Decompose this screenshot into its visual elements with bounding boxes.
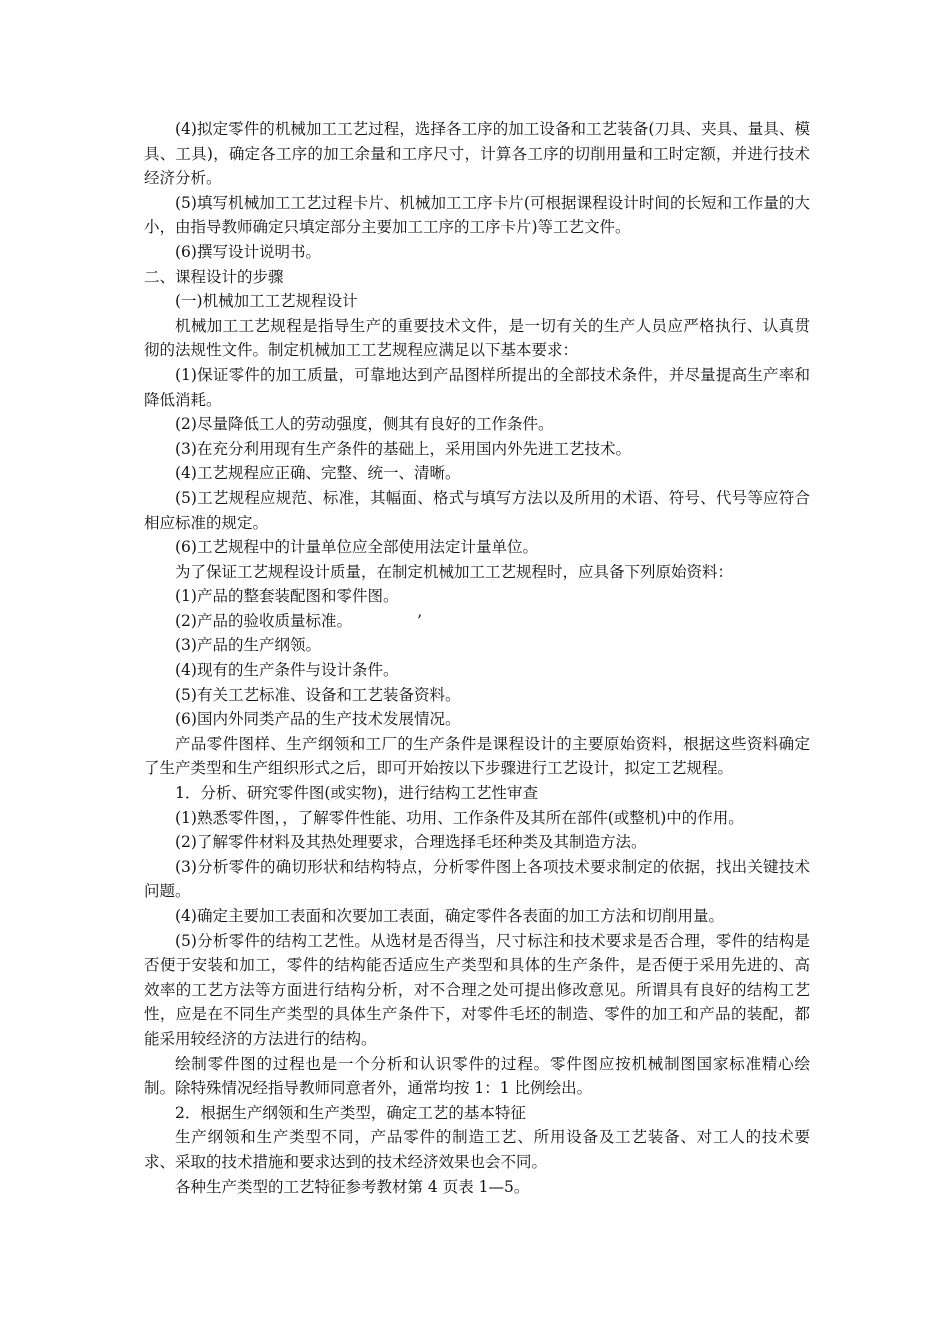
paragraph-reference: 各种生产类型的工艺特征参考教材第 4 页表 1—5。 (175, 1177, 530, 1196)
requirement-3: (3)在充分利用现有生产条件的基础上，采用国内外先进工艺技术。 (175, 439, 631, 458)
paragraph-task-4: (4)拟定零件的机械加工工艺过程，选择各工序的加工设备和工艺装备(刀具、夹具、量具、模具、工具)，确定各工序的加工余量和工序尺寸，计算各工序的切削用量和工时定额，并进行技术经济分析。 (144, 120, 810, 188)
step-1-item-3: (3)分析零件的确切形状和结构特点，分析零件图上各项技术要求制定的依据，找出关键技术问题。 (144, 857, 810, 901)
paragraph-process-intro: 产品零件图样、生产纲领和工厂的生产条件是课程设计的主要原始资料，根据这些资料确定了生产类型和生产组织形式之后，即可开始按以下步骤进行工艺设计，拟定工艺规程。 (144, 734, 810, 778)
subsection-heading: (一)机械加工工艺规程设计 (175, 292, 358, 311)
step-1-heading: 1．分析、研究零件图(或实物)，进行结构工艺性审查 (175, 784, 538, 803)
step-1-item-5: (5)分析零件的结构工艺性。从选材是否得当，尺寸标注和技术要求是否合理，零件的结构是否便于安装和加工，零件的结构能否适应生产类型和具体的生产条件，是否便于采用先进的、高效率的工艺方法等方面进行结构分析，对不合理之处可提出修改意见。所谓具有良好的结构工艺性，应是在不同生产类型的具体生产条件下，对零件毛坯的制造、零件的加工和产品的装配，都能采用较经济的方法进行的结构。 (144, 931, 810, 1048)
paragraph-intro: 机械加工工艺规程是指导生产的重要技术文件，是一切有关的生产人员应严格执行、认真贯彻的法规性文件。制定机械加工工艺规程应满足以下基本要求： (144, 316, 810, 360)
requirement-6: (6)工艺规程中的计量单位应全部使用法定计量单位。 (175, 538, 538, 557)
paragraph-task-6: (6)撰写设计说明书。 (175, 242, 321, 261)
paragraph-materials-intro: 为了保证工艺规程设计质量，在制定机械加工工艺规程时，应具备下列原始资料： (175, 562, 734, 581)
requirement-5: (5)工艺规程应规范、标准，其幅面、格式与填写方法以及所用的术语、符号、代号等应符合相应标准的规定。 (144, 488, 810, 532)
material-6: (6)国内外同类产品的生产技术发展情况。 (175, 710, 461, 729)
requirement-1: (1)保证零件的加工质量，可靠地达到产品图样所提出的全部技术条件，并尽量提高生产率和降低消耗。 (144, 365, 810, 409)
document-body (144, 117, 810, 1199)
material-5: (5)有关工艺标准、设备和工艺装备资料。 (175, 685, 461, 704)
step-1-item-1: (1)熟悉零件图，，了解零件性能、功用、工作条件及其所在部件(或整机)中的作用。 (175, 808, 744, 827)
paragraph-task-5: (5)填写机械加工工艺过程卡片、机械加工工序卡片(可根据课程设计时间的长短和工作量的大小，由指导教师确定只填定部分主要加工工序的工序卡片)等工艺文件。 (144, 193, 810, 237)
material-4: (4)现有的生产条件与设计条件。 (175, 661, 399, 680)
step-2-heading: 2．根据生产纲领和生产类型，确定工艺的基本特征 (175, 1103, 526, 1122)
step-1-item-2: (2)了解零件材料及其热处理要求，合理选择毛坯种类及其制造方法。 (175, 833, 647, 852)
section-heading: 二、课程设计的步骤 (144, 267, 284, 286)
material-3: (3)产品的生产纲领。 (175, 636, 321, 655)
requirement-2: (2)尽量降低工人的劳动强度，侧其有良好的工作条件。 (175, 415, 554, 434)
material-2 (144, 609, 810, 634)
requirement-4: (4)工艺规程应正确、完整、统一、清晰。 (175, 464, 461, 483)
stray-mark: ’ (417, 611, 422, 630)
step-1-item-4: (4)确定主要加工表面和次要加工表面，确定零件各表面的加工方法和切削用量。 (175, 907, 724, 925)
material-2-text: (2)产品的验收质量标准。 (175, 611, 352, 630)
paragraph-drawing: 绘制零件图的过程也是一个分析和认识零件的过程。零件图应按机械制图国家标准精心绘制。除特殊情况经指导教师同意者外，通常均按 1：1 比例绘出。 (144, 1054, 810, 1098)
material-1: (1)产品的整套装配图和零件图。 (175, 587, 399, 606)
paragraph-production: 生产纲领和生产类型不同，产品零件的制造工艺、所用设备及工艺装备、对工人的技术要求、采取的技术措施和要求达到的技术经济效果也会不同。 (144, 1128, 810, 1171)
